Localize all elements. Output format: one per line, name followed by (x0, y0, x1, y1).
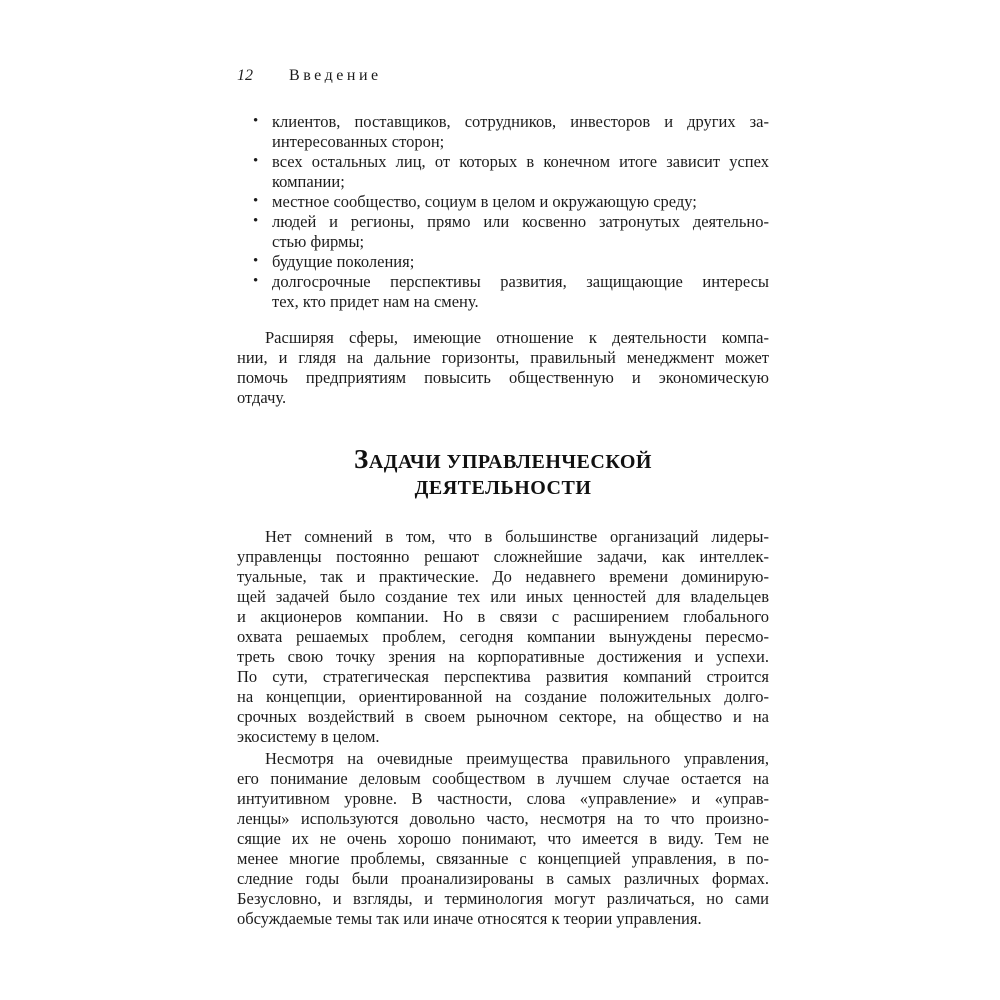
list-item-text (272, 212, 769, 252)
text-line: интуитивном уровне. В частности, слова «управление» и «управ- (237, 789, 769, 808)
text-line: менее многие проблемы, связанные с концепцией управления, в по- (237, 849, 769, 868)
text-line: обсуждаемые темы так или иначе относятся к теории управления. (237, 909, 702, 928)
text-line: ленцы» используются довольно часто, несмотря на то что произно- (237, 809, 769, 828)
list-item (237, 252, 769, 272)
text-line: его понимание деловым сообществом в лучшем случае остается на (237, 769, 769, 788)
text-line: интересованных сторон; (272, 132, 445, 151)
list-item (237, 112, 769, 152)
bullet-list (237, 112, 769, 312)
heading-line-1-rest: АДАЧИ УПРАВЛЕНЧЕСКОЙ (368, 451, 652, 473)
paragraph-tasks-1 (237, 527, 769, 747)
text-line: помочь предприятиям повысить общественную и экономическую (237, 368, 769, 387)
text-line: экосистему в целом. (237, 727, 380, 746)
list-item-text (272, 252, 769, 272)
text-line: долгосрочные перспективы развития, защищающие интересы (272, 272, 769, 291)
text-line: охвата решаемых проблем, сегодня компании вынуждены пересмо- (237, 627, 769, 646)
text-line: туальные, так и практические. До недавнего времени доминирую- (237, 567, 769, 586)
text-line: управленцы постоянно решают сложнейшие задачи, как интеллек- (237, 547, 769, 566)
text-line: и акционеров компании. Но в связи с расширением глобального (237, 607, 769, 626)
page-number: 12 (237, 67, 253, 84)
text-line: тех, кто придет нам на смену. (272, 292, 479, 311)
text-line: клиентов, поставщиков, сотрудников, инвесторов и других за- (272, 112, 769, 131)
text-line: на концепции, ориентированной на создание положительных долго- (237, 687, 769, 706)
text-line: щей задачей было создание тех или иных ценностей для владельцев (237, 587, 769, 606)
text-line: срочных воздействий в своем рыночном секторе, на общество и на (237, 707, 769, 726)
paragraph-intro (237, 328, 769, 408)
text-line: следние годы были проанализированы в самых различных формах. (237, 869, 769, 888)
bullet-icon: • (253, 193, 259, 209)
list-item (237, 272, 769, 312)
list-item (237, 212, 769, 252)
page-header (237, 0, 769, 86)
page-content (237, 112, 769, 929)
text-line: будущие поколения; (272, 252, 415, 271)
text-line: Несмотря на очевидные преимущества правильного управления, (265, 749, 769, 768)
bullet-icon: • (253, 153, 259, 169)
text-line: По сути, стратегическая перспектива развития компаний строится (237, 667, 769, 686)
list-item-text (272, 152, 769, 192)
text-line: всех остальных лиц, от которых в конечном итоге зависит успех (272, 152, 769, 171)
text-line: местное сообщество, социум в целом и окружающую среду; (272, 192, 697, 211)
list-item (237, 152, 769, 192)
heading-initial: З (354, 444, 369, 474)
running-title: Введение (289, 67, 382, 84)
text-line: отдачу. (237, 388, 287, 407)
text-line: Нет сомнений в том, что в большинстве организаций лидеры- (265, 527, 769, 546)
text-line: компании; (272, 172, 345, 191)
list-item-text (272, 112, 769, 152)
paragraph-tasks-2 (237, 749, 769, 929)
text-line: людей и регионы, прямо или косвенно затронутых деятельно- (272, 212, 769, 231)
list-item (237, 192, 769, 212)
bullet-icon: • (253, 253, 259, 269)
text-line: Безусловно, и взгляды, и терминология могут различаться, но сами (237, 889, 769, 908)
heading-line-1 (237, 446, 769, 475)
list-item-text (272, 192, 769, 212)
text-line: стью фирмы; (272, 232, 365, 251)
text-line: Расширяя сферы, имеющие отношение к деятельности компа- (265, 328, 769, 347)
text-line: сящие их не очень хорошо понимают, что имеется в виду. Тем не (237, 829, 769, 848)
heading-line-2: ДЕЯТЕЛЬНОСТИ (414, 477, 592, 499)
text-line: нии, и глядя на дальние горизонты, правильный менеджмент может (237, 348, 769, 367)
bullet-icon: • (253, 213, 259, 229)
section-heading (237, 446, 769, 501)
text-line: треть свою точку зрения на корпоративные достижения и успехи. (237, 647, 769, 666)
list-item-text (272, 272, 769, 312)
bullet-icon: • (253, 113, 259, 129)
bullet-icon: • (253, 273, 259, 289)
